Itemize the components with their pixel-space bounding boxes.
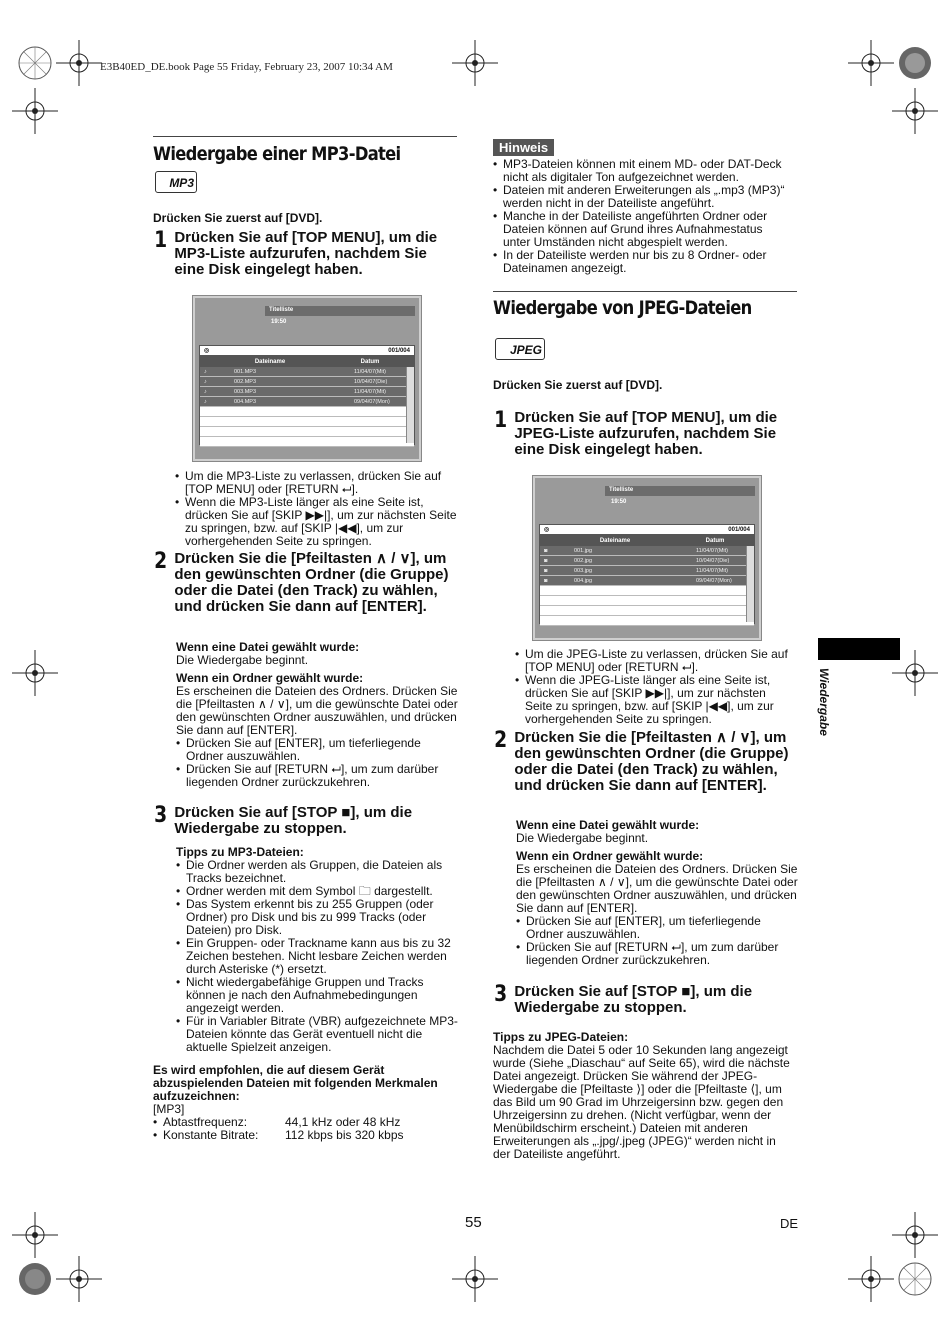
jpeg-step-3 [493, 984, 798, 1016]
list-count: 001/004 [388, 347, 410, 354]
list-row[interactable] [540, 576, 754, 586]
step-number: 1 [494, 408, 508, 433]
jpeg-badge-label: JPEG [509, 343, 542, 357]
step-text: Drücken Sie die [Pfeiltasten ∧ / ∨], um den gewünschten Ordner (die Gruppe) oder die Datei (den Track) zu wählen, und drücken Sie dann auf [ENTER]. [174, 550, 449, 615]
screen-time: 19:50 [611, 499, 627, 505]
crosshair-icon [56, 40, 102, 86]
bullet-item: • Drücken Sie auf [RETURN ⮠], um zum darüber liegenden Ordner zurückzukehren. [516, 941, 798, 967]
jpeg-title-list-screen [533, 476, 761, 640]
note-item: • Manche in der Dateiliste angeführten Ordner oder Dateien können auf Grund ihres Aufnahmestatus unter Umständen nicht abgespielt werden. [493, 210, 793, 249]
file-chosen-heading: Wenn eine Datei gewählt wurde: [176, 640, 360, 654]
list-scrollbar[interactable] [746, 546, 754, 622]
step-number: 2 [494, 728, 508, 753]
step-text: Drücken Sie auf [TOP MENU], um die MP3-Liste aufzurufen, nachdem Sie eine Disk eingelegt haben. [174, 229, 438, 278]
spec-value: 112 kbps bis 320 kbps [285, 1128, 404, 1142]
tip-item: • Das System erkennt bis zu 255 Gruppen (oder Ordner) pro Disk und bis zu 999 Tracks (oder Dateien) pro Disk. [176, 898, 458, 937]
crosshair-icon [848, 40, 894, 86]
recommend-heading: Es wird empfohlen, die auf diesem Gerät abzuspielenden Dateien mit folgenden Merkmalen aufzuzeichnen: [153, 1063, 438, 1103]
list-row[interactable] [540, 556, 754, 566]
row-name: 003.MP3 [234, 388, 257, 395]
step-number: 2 [154, 549, 168, 574]
crosshair-icon [12, 1212, 58, 1258]
list-row-empty [540, 606, 754, 616]
file-list-panel [199, 345, 415, 445]
registration-mark-icon [892, 1256, 938, 1302]
crosshair-icon [12, 650, 58, 696]
step-number: 1 [154, 228, 168, 253]
mp3-badge-label: MP3 [169, 176, 194, 190]
mp3-step-2-details [176, 641, 458, 789]
bullet-item: • Drücken Sie auf [RETURN ⮠], um zum darüber liegenden Ordner zurückzukehren. [176, 763, 458, 789]
list-header [540, 535, 754, 546]
file-chosen-heading: Wenn eine Datei gewählt wurde: [516, 818, 700, 832]
note-item: • MP3-Dateien können mit einem MD- oder DAT-Deck nicht als digitaler Ton aufgezeichnet werden. [493, 158, 793, 184]
registration-mark-icon [12, 1256, 58, 1302]
list-row-empty [200, 417, 414, 427]
jpeg-exit-bullets [515, 648, 795, 726]
note-icon: ♪ [204, 398, 207, 405]
row-date: 11/04/07(Mit) [354, 388, 386, 395]
crosshair-icon [892, 88, 938, 134]
jpeg-section-title: Wiedergabe von JPEG-Dateien [493, 297, 752, 319]
note-item: • In der Dateiliste werden nur bis zu 8 Ordner- oder Dateinamen angezeigt. [493, 249, 793, 275]
list-scrollbar[interactable] [406, 367, 414, 443]
tips-list [176, 859, 458, 1054]
row-name: 004.MP3 [234, 398, 257, 405]
file-header: E3B40ED_DE.book Page 55 Friday, February 23, 2007 10:34 AM [100, 61, 393, 73]
screen-title: Titelliste [265, 306, 415, 316]
screen-title: Titelliste [605, 486, 755, 496]
list-row[interactable] [200, 397, 414, 407]
folder-bullets [176, 737, 458, 789]
list-row[interactable] [540, 546, 754, 556]
chapter-side-label: Wiedergabe [817, 668, 831, 736]
mp3-step-3 [153, 805, 458, 837]
mp3-step-1 [153, 230, 458, 278]
tips-heading: Tipps zu MP3-Dateien: [176, 845, 304, 859]
row-date: 11/04/07(Mit) [354, 368, 386, 375]
bullet-item: • Wenn die JPEG-Liste länger als eine Seite ist, drücken Sie auf [SKIP ▶▶|], um zur nächsten Seite zu springen, bzw. auf [SKIP |◀◀], um zur vorhergehenden Seite zu springen. [515, 674, 795, 726]
row-name: 003.jpg [574, 567, 593, 574]
camera-icon: ◙ [544, 577, 548, 584]
camera-icon: ◙ [544, 557, 548, 564]
camera-icon: ◙ [544, 567, 548, 574]
list-top-bar [540, 525, 754, 535]
row-name: 001.MP3 [234, 368, 257, 375]
hinweis-box [493, 139, 793, 275]
crosshair-icon [848, 1256, 894, 1302]
list-row-empty [200, 407, 414, 417]
format-label: [MP3] [153, 1102, 185, 1116]
list-row-empty [540, 596, 754, 606]
bullet-item: • Drücken Sie auf [ENTER], um tieferliegende Ordner auszuwählen. [516, 915, 798, 941]
jpeg-badge [495, 338, 545, 360]
jpeg-tips [493, 1031, 795, 1161]
screen-time: 19:50 [271, 319, 287, 325]
spec-row: • Abtastfrequenz: 44,1 kHz oder 48 kHz [153, 1115, 401, 1129]
row-date: 11/04/07(Mit) [696, 547, 728, 554]
tips-heading: Tipps zu JPEG-Dateien: [493, 1030, 629, 1044]
jpeg-pre-instruction: Drücken Sie zuerst auf [DVD]. [493, 378, 663, 392]
tip-item: • Ordner werden mit dem Symbol 🗀 dargestellt. [176, 885, 458, 898]
mp3-tips [176, 846, 458, 1054]
row-name: 004.jpg [574, 577, 593, 584]
crosshair-icon [56, 1256, 102, 1302]
step-text: Drücken Sie auf [STOP ■], um die Wiedergabe zu stoppen. [514, 983, 753, 1016]
crosshair-icon [12, 88, 58, 134]
mp3-recommendation [153, 1064, 458, 1142]
registration-mark-icon [12, 40, 58, 86]
folder-chosen-text: Es erscheinen die Dateien des Ordners. Drücken Sie die [Pfeiltasten ∧ / ∨], um die gewünschte Datei oder den gewünschten Ordner auszuwählen, und drücken Sie dann auf [ENTER]. [176, 684, 458, 737]
folder-bullets [516, 915, 798, 967]
mp3-title-list-screen [193, 296, 421, 461]
step-number: 3 [154, 803, 168, 828]
tip-item: • Ein Gruppen- oder Trackname kann aus bis zu 32 Zeichen bestehen. Nicht lesbare Zeichen werden durch Asteriske (*) ersetzt. [176, 937, 458, 976]
col-date: Datum [360, 358, 380, 365]
hinweis-notes [493, 158, 793, 275]
spec-row: • Konstante Bitrate: 112 kbps bis 320 kbps [153, 1128, 404, 1142]
bullet-item: • Drücken Sie auf [ENTER], um tieferliegende Ordner auszuwählen. [176, 737, 458, 763]
disc-icon: ◎ [204, 348, 210, 354]
file-list-panel [539, 524, 755, 624]
bullet-item: • Um die MP3-Liste zu verlassen, drücken Sie auf [TOP MENU] oder [RETURN ⮠]. [175, 470, 460, 496]
tip-item: • Die Ordner werden als Gruppen, die Dateien als Tracks bezeichnet. [176, 859, 458, 885]
row-name: 002.jpg [574, 557, 593, 564]
registration-mark-icon [892, 40, 938, 86]
row-date: 09/04/07(Mon) [354, 398, 390, 405]
camera-icon: ◙ [544, 547, 548, 554]
spec-key: Abtastfrequenz: [163, 1115, 248, 1129]
crosshair-icon [452, 1256, 498, 1302]
step-text: Drücken Sie die [Pfeiltasten ∧ / ∨], um den gewünschten Ordner (die Gruppe) oder die Datei (den Track) zu wählen, und drücken Sie dann auf [ENTER]. [514, 729, 789, 794]
mp3-section-title: Wiedergabe einer MP3-Datei [153, 143, 401, 165]
step-number: 3 [494, 982, 508, 1007]
mp3-exit-bullets [175, 470, 460, 548]
note-icon: ♪ [204, 378, 207, 385]
step-text: Drücken Sie auf [TOP MENU], um die JPEG-Liste aufzurufen, nachdem Sie eine Disk eingelegt haben. [514, 409, 778, 458]
row-date: 10/04/07(Die) [354, 378, 388, 385]
list-row[interactable] [540, 566, 754, 576]
list-row[interactable] [200, 367, 414, 377]
tip-item: • Nicht wiedergabefähige Gruppen und Tracks können je nach den Aufnahmebedingungen angezeigt werden. [176, 976, 458, 1015]
jpeg-step-2-details [516, 819, 798, 967]
spec-key: Konstante Bitrate: [163, 1128, 259, 1142]
bullet-item: • Wenn die MP3-Liste länger als eine Seite ist, drücken Sie auf [SKIP ▶▶|], um zur nächsten Seite zu springen, bzw. auf [SKIP |◀◀], um zur vorhergehenden Seite zu springen. [175, 496, 460, 548]
page-number: 55 [465, 1214, 482, 1231]
disc-icon: ◎ [544, 527, 550, 533]
list-row[interactable] [200, 387, 414, 397]
section-rule [153, 136, 457, 137]
list-top-bar [200, 346, 414, 356]
row-name: 002.MP3 [234, 378, 257, 385]
row-name: 001.jpg [574, 547, 593, 554]
file-chosen-text: Die Wiedergabe beginnt. [176, 653, 309, 667]
folder-chosen-heading: Wenn ein Ordner gewählt wurde: [516, 849, 704, 863]
list-header [200, 356, 414, 367]
mp3-pre-instruction: Drücken Sie zuerst auf [DVD]. [153, 211, 323, 225]
file-chosen-text: Die Wiedergabe beginnt. [516, 831, 649, 845]
note-icon: ♪ [204, 368, 207, 375]
list-count: 001/004 [728, 526, 750, 533]
chapter-tab-marker [818, 638, 900, 660]
bullet-item: • Um die JPEG-Liste zu verlassen, drücken Sie auf [TOP MENU] oder [RETURN ⮠]. [515, 648, 795, 674]
step-text: Drücken Sie auf [STOP ■], um die Wiedergabe zu stoppen. [174, 804, 413, 837]
spec-value: 44,1 kHz oder 48 kHz [285, 1115, 401, 1129]
col-filename: Dateiname [599, 537, 631, 544]
list-row[interactable] [200, 377, 414, 387]
row-date: 10/04/07(Die) [696, 557, 730, 564]
list-row-empty [540, 586, 754, 596]
section-rule [493, 291, 797, 292]
folder-chosen-heading: Wenn ein Ordner gewählt wurde: [176, 671, 364, 685]
jpeg-step-1 [493, 410, 798, 458]
tips-text: Nachdem die Datei 5 oder 10 Sekunden lang angezeigt wurde (Siehe „Diaschau“ auf Seite 65), wird die nächste Datei angezeigt. Drücken Sie während der JPEG-Wiedergabe die [Pfeiltaste ⟩] oder die [Pfeiltaste ⟨], um das Bild um 90 Grad im Uhrzeigersinn bzw. gegen den Uhrzeigersinn zu drehen. (Nicht verfügbar, wenn der Menübildschirm erscheint.) Dateien mit anderen Erweiterungen als „.jpg/.jpeg (JPEG)“ werden nicht in der Dateiliste angeführt. [493, 1043, 790, 1161]
col-filename: Dateiname [254, 358, 286, 365]
hinweis-label: Hinweis [493, 139, 554, 156]
list-row-empty [200, 437, 414, 447]
list-row-empty [540, 616, 754, 626]
mp3-badge [155, 171, 197, 193]
crosshair-icon [452, 40, 498, 86]
folder-chosen-text: Es erscheinen die Dateien des Ordners. Drücken Sie die [Pfeiltasten ∧ / ∨], um die gewünschte Datei oder den gewünschten Ordner auszuwählen, und drücken Sie dann auf [ENTER]. [516, 862, 798, 915]
row-date: 09/04/07(Mon) [696, 577, 732, 584]
jpeg-step-2 [493, 730, 798, 794]
crosshair-icon [892, 1212, 938, 1258]
note-item: • Dateien mit anderen Erweiterungen als „.mp3 (MP3)“ werden nicht in der Dateiliste angeführt. [493, 184, 793, 210]
row-date: 11/04/07(Mit) [696, 567, 728, 574]
tip-item: • Für in Variabler Bitrate (VBR) aufgezeichnete MP3-Dateien könnte das Gerät eventuell nicht die aktuelle Spielzeit anzeigen. [176, 1015, 458, 1054]
list-row-empty [200, 427, 414, 437]
language-code: DE [780, 1216, 799, 1231]
col-date: Datum [705, 537, 725, 544]
mp3-step-2 [153, 551, 458, 615]
note-icon: ♪ [204, 388, 207, 395]
